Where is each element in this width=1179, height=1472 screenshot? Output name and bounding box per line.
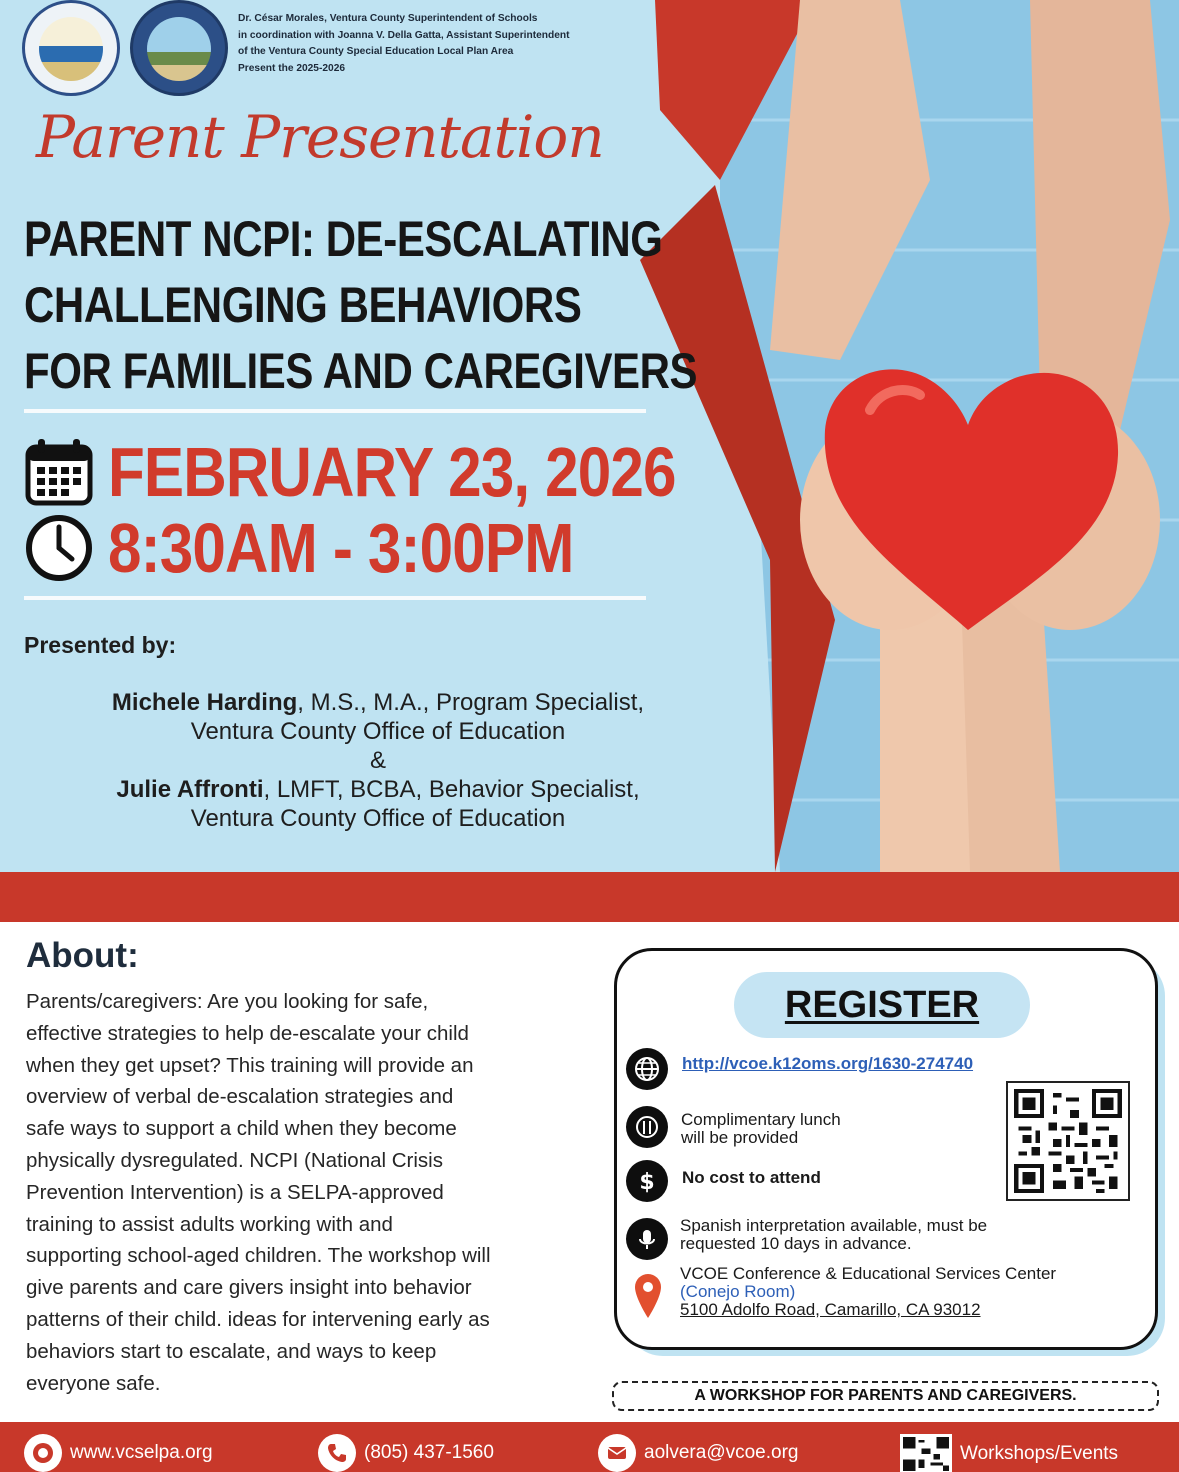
venue-name: VCOE Conference & Educational Services Center — [680, 1264, 1057, 1283]
divider — [24, 596, 646, 600]
venue-info — [680, 1265, 1056, 1319]
event-title — [24, 206, 697, 404]
presenter-organization: Ventura County Office of Education — [190, 805, 566, 832]
microphone-icon — [626, 1218, 668, 1260]
red-divider-band — [0, 872, 1179, 922]
lunch-line: Complimentary lunch — [681, 1110, 841, 1129]
office-of-education-seal-icon — [22, 0, 120, 96]
dollar-icon — [626, 1160, 668, 1202]
about-line: effective strategies to help de-escalate your child — [26, 1021, 469, 1045]
location-pin-icon — [632, 1270, 664, 1320]
intro-line: Present the 2025-2026 — [238, 62, 346, 74]
footer-website[interactable] — [24, 1434, 213, 1472]
presenter-name: Julie Affronti — [116, 776, 264, 803]
about-line: give parents and care givers insight into behavior — [26, 1276, 472, 1300]
spanish-line: Spanish interpretation available, must be — [680, 1216, 988, 1235]
footer-phone[interactable] — [318, 1434, 494, 1472]
spanish-line: requested 10 days in advance. — [680, 1234, 912, 1253]
phone-text: (805) 437-1560 — [364, 1442, 494, 1463]
presenters-list — [38, 688, 718, 833]
workshops-qr-code — [900, 1434, 952, 1472]
register-button[interactable] — [734, 972, 1030, 1038]
email-text: aolvera@vcoe.org — [644, 1442, 799, 1463]
lunch-icon — [626, 1106, 668, 1148]
organization-logos — [22, 0, 228, 96]
spanish-info — [680, 1217, 987, 1253]
phone-icon — [318, 1434, 356, 1472]
ampersand: & — [369, 747, 386, 774]
workshops-text: Workshops/Events — [960, 1443, 1119, 1464]
intro-line: in coordination with Joanna V. Della Gatta, Assistant Superintendent — [238, 29, 570, 41]
presented-by-heading: Presented by: — [24, 632, 177, 658]
globe-icon — [626, 1048, 668, 1090]
footer-workshops[interactable] — [900, 1434, 1118, 1472]
selpa-logo-icon — [24, 1434, 62, 1472]
divider — [24, 409, 646, 413]
event-date-row — [24, 432, 768, 512]
workshop-banner: A WORKSHOP FOR PARENTS AND CAREGIVERS. — [612, 1381, 1159, 1411]
presenter-1 — [38, 688, 718, 717]
intro-line: of the Ventura County Special Education Local Plan Area — [238, 46, 514, 57]
register-label: REGISTER — [784, 983, 980, 1026]
event-time: 8:30AM - 3:00PM — [108, 509, 574, 587]
clock-icon — [24, 513, 94, 583]
presenter-2 — [38, 775, 718, 804]
website-text: www.vcselpa.org — [70, 1442, 213, 1463]
title-line: PARENT NCPI: DE-ESCALATING — [24, 211, 663, 267]
cost-info: No cost to attend — [682, 1168, 821, 1187]
about-heading: About: — [26, 936, 139, 975]
lunch-line: will be provided — [681, 1128, 799, 1147]
about-description — [26, 986, 606, 1399]
about-line: safe ways to support a child when they become — [26, 1117, 457, 1141]
parent-presentation-script: Parent Presentation — [36, 103, 604, 171]
about-line: training to assist adults working with and — [26, 1212, 393, 1236]
footer-email[interactable] — [598, 1434, 798, 1472]
title-line: FOR FAMILIES AND CAREGIVERS — [24, 343, 698, 399]
presenter-organization: Ventura County Office of Education — [190, 718, 566, 745]
registration-qr-code[interactable] — [1006, 1081, 1130, 1201]
intro-line: Dr. César Morales, Ventura County Superintendent of Schools — [238, 13, 538, 24]
presenting-organizations-text — [238, 11, 678, 77]
about-line: Prevention Intervention) is a SELPA-approved — [26, 1180, 444, 1204]
event-date: FEBRUARY 23, 2026 — [108, 433, 676, 511]
presenter-name: Michele Harding — [111, 689, 298, 716]
lunch-info — [681, 1111, 841, 1147]
venue-room: (Conejo Room) — [680, 1282, 796, 1301]
about-line: supporting school-aged children. The workshop will — [26, 1244, 491, 1268]
about-line: when they get upset? This training will provide an — [26, 1053, 474, 1077]
venue-address[interactable]: 5100 Adolfo Road, Camarillo, CA 93012 — [680, 1300, 981, 1319]
about-line: behaviors start to escalate, and ways to keep — [26, 1339, 437, 1363]
event-time-row — [24, 508, 649, 588]
svg-text:$: $ — [639, 1170, 655, 1195]
about-line: everyone safe. — [26, 1371, 161, 1395]
about-line: Parents/caregivers: Are you looking for safe, — [26, 990, 429, 1013]
title-line: CHALLENGING BEHAVIORS — [24, 277, 582, 333]
about-line: patterns of their child. ideas for intervening early as — [26, 1307, 490, 1331]
selpa-seal-icon — [130, 0, 228, 96]
registration-link[interactable]: http://vcoe.k12oms.org/1630-274740 — [682, 1054, 974, 1073]
about-line: overview of verbal de-escalation strategies and — [26, 1085, 454, 1109]
email-icon — [598, 1434, 636, 1472]
about-line: physically dysregulated. NCPI (National Crisis — [26, 1148, 443, 1172]
presenter-credentials: , LMFT, BCBA, Behavior Specialist, — [263, 776, 640, 803]
presenter-credentials: , M.S., M.A., Program Specialist, — [297, 689, 645, 716]
calendar-icon — [24, 437, 94, 507]
